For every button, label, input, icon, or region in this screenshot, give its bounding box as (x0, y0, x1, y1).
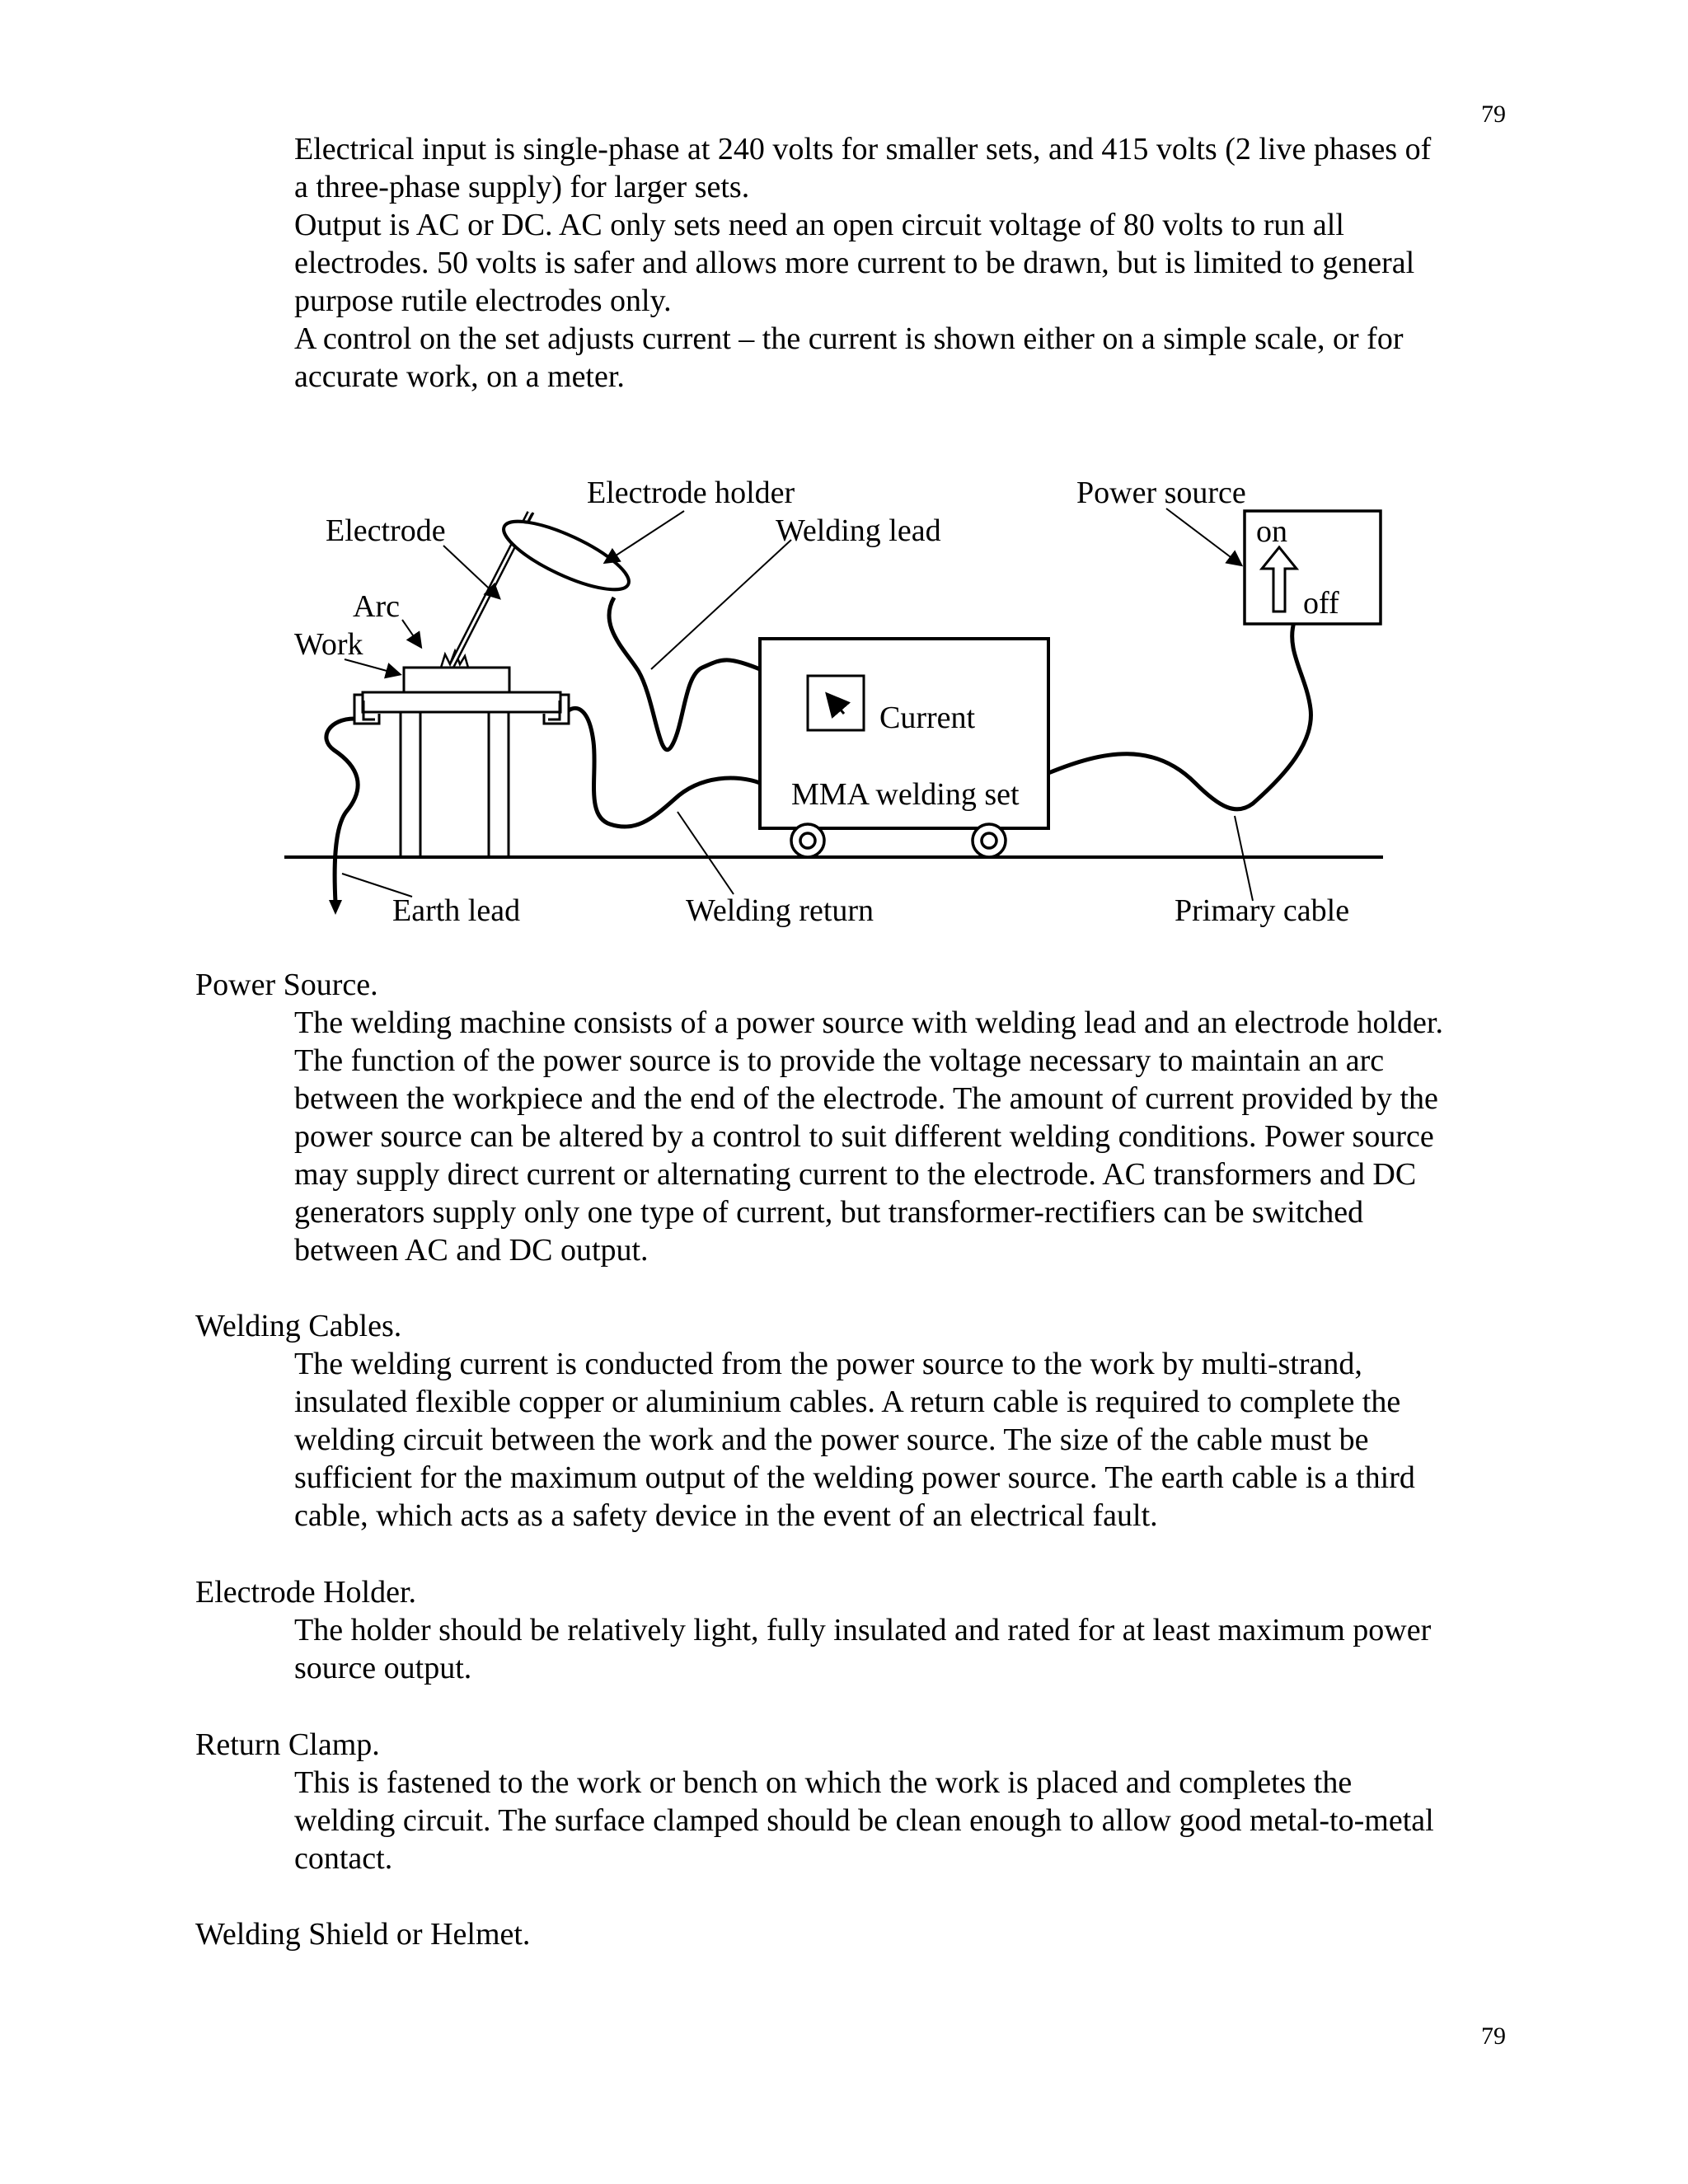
work-bench (354, 692, 569, 857)
heading-electrode-holder: Electrode Holder. (195, 1575, 417, 1610)
heading-power-source: Power Source. (195, 968, 378, 1002)
label-mma-welding-set: MMA welding set (791, 777, 1020, 812)
mma-welding-diagram (0, 0, 1688, 948)
label-arc: Arc (353, 589, 400, 624)
body-return-clamp: This is fastened to the work or bench on which the work is placed and completes the welding circuit. The surface clamped should be clean enough to allow good metal-to-metal contact. (294, 1765, 1434, 1876)
intro-paragraph-control: A control on the set adjusts current – the current is shown either on a simple scale, or for accurate work, on a meter. (294, 321, 1404, 394)
label-welding-lead: Welding lead (776, 513, 941, 548)
label-primary-cable: Primary cable (1175, 893, 1350, 928)
body-welding-cables: The welding current is conducted from the power source to the work by multi-strand, insulated flexible copper or aluminium cables. A return cable is required to complete the welding circuit between the work and the power source. The size of the cable must be sufficient for the maximum output of the welding power source. The earth cable is a third cable, which acts as a safety device in the event of an electrical fault. (294, 1347, 1415, 1533)
intro-paragraph-input: Electrical input is single-phase at 240 volts for smaller sets, and 415 volts (2 live phases of a three-phase supply) for larger sets. (294, 132, 1432, 204)
body-electrode-holder: The holder should be relatively light, fully insulated and rated for at least maximum power source output. (294, 1613, 1432, 1685)
page-number-bottom: 79 (1481, 2022, 1506, 2050)
label-work: Work (294, 627, 363, 662)
intro-paragraph-output: Output is AC or DC. AC only sets need an open circuit voltage of 80 volts to run all electrodes. 50 volts is safer and allows more current to be drawn, but is limited to general purpose rutile electrodes only. (294, 208, 1415, 318)
label-current: Current (879, 701, 976, 735)
welding-lead-cable (609, 598, 760, 750)
workpiece (404, 668, 509, 692)
heading-welding-shield: Welding Shield or Helmet. (195, 1917, 531, 1952)
label-power-source: Power source (1076, 476, 1246, 510)
body-power-source: The welding machine consists of a power source with welding lead and an electrode holder. The function of the power source is to provide the voltage necessary to maintain an arc between the workpiece and the end of the electrode. The amount of current provided by the power source can be altered by a control to suit different welding conditions. Power source may supply direct current or alternating current to the electrode. AC transformers and DC generators supply only one type of current, but transformer-rectifiers can be switched between AC and DC output. (294, 1005, 1443, 1268)
welding-return-cable (569, 708, 760, 827)
earth-arrow (329, 900, 342, 915)
page-number-top: 79 (1481, 101, 1506, 128)
label-electrode-holder: Electrode holder (587, 476, 795, 510)
earth-lead-cable (326, 719, 358, 902)
label-earth-lead: Earth lead (392, 893, 521, 928)
heading-welding-cables: Welding Cables. (195, 1309, 402, 1343)
heading-return-clamp: Return Clamp. (195, 1727, 380, 1762)
label-off: off (1303, 586, 1339, 621)
label-welding-return: Welding return (686, 893, 874, 928)
label-on: on (1256, 514, 1287, 549)
primary-cable (1048, 622, 1311, 809)
label-electrode: Electrode (326, 513, 446, 548)
